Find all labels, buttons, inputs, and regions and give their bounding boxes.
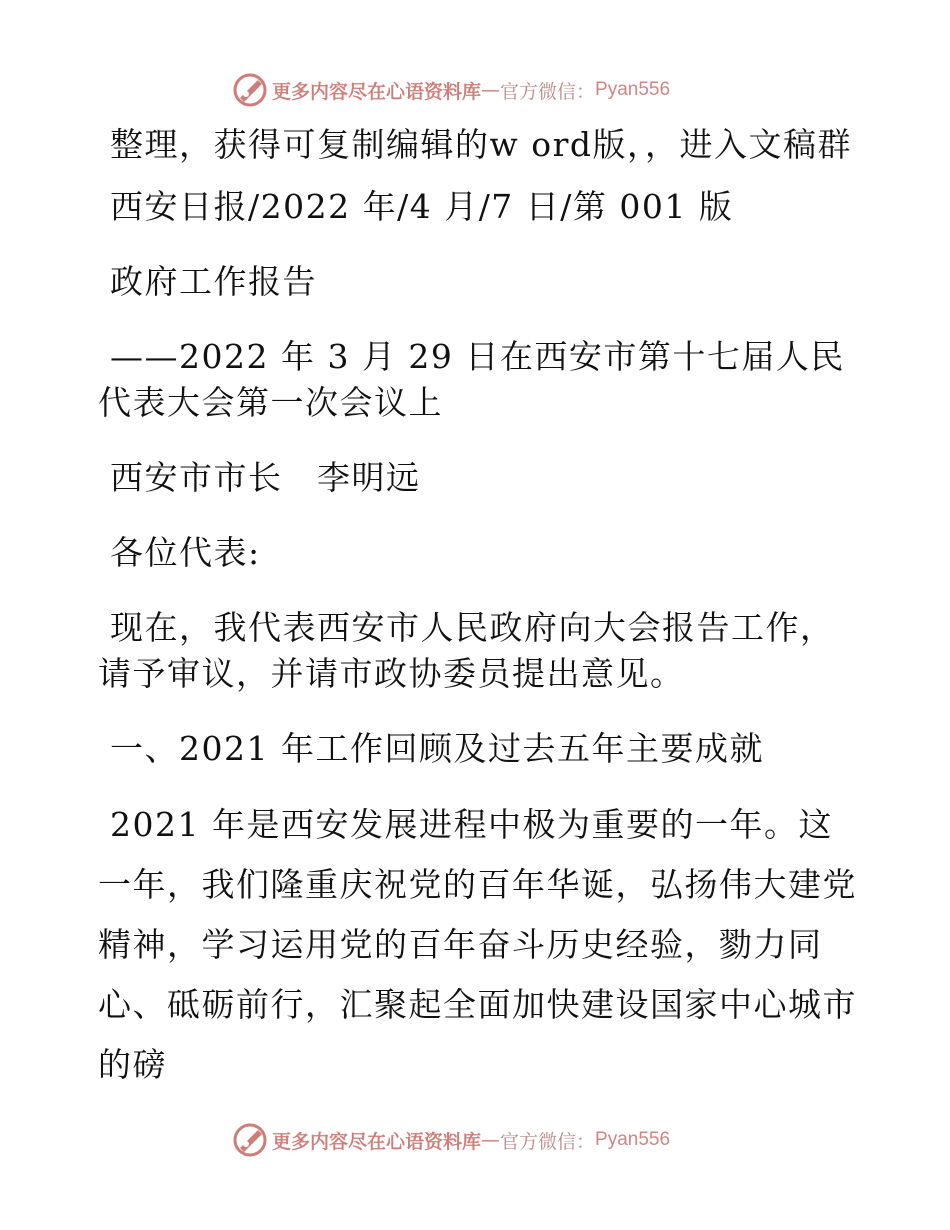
- watermark-main-text: 更多内容尽在心语资料库: [272, 80, 482, 103]
- source-line: 西安日报/2022 年/4 月/7 日/第 001 版: [110, 187, 734, 226]
- document-subtitle: ——2022 年 3 月 29 日在西安市第十七届人民代表大会第一次会议上: [98, 337, 845, 422]
- seal-logo-icon: [232, 1122, 268, 1158]
- watermark-separator: —: [481, 1129, 501, 1151]
- watermark-footer: [232, 1120, 670, 1160]
- author-line: 西安市市长 李明远: [110, 458, 421, 497]
- greeting-line: 各位代表:: [110, 533, 261, 572]
- document-title: 政府工作报告: [110, 262, 317, 301]
- watermark-wechat-id: Pyan556: [595, 79, 671, 100]
- section-heading: 一、2021 年工作回顾及过去五年主要成就: [110, 729, 764, 768]
- intro-paragraph: 整理，获得可复制编辑的w ord版，，进入文稿群: [110, 125, 853, 164]
- watermark-main-text: 更多内容尽在心语资料库: [272, 1130, 482, 1153]
- watermark-sub-text: 官方微信：: [500, 80, 596, 103]
- document-body: [98, 122, 858, 1124]
- opening-paragraph: 现在，我代表西安市人民政府向大会报告工作，请予审议，并请市政协委员提出意见。: [98, 608, 835, 693]
- body-paragraph: 2021 年是西安发展进程中极为重要的一年。这一年，我们隆重庆祝党的百年华诞，弘扬伟大建党精神，学习运用党的百年奋斗历史经验，勠力同心、砥砺前行，汇聚起全面加快建设国家中心城市的磅: [98, 805, 857, 1084]
- seal-logo-icon: [232, 72, 268, 108]
- watermark-sub-text: 官方微信：: [500, 1130, 596, 1153]
- watermark-wechat-id: Pyan556: [595, 1129, 671, 1150]
- watermark-header: [232, 70, 670, 110]
- watermark-separator: —: [481, 79, 501, 101]
